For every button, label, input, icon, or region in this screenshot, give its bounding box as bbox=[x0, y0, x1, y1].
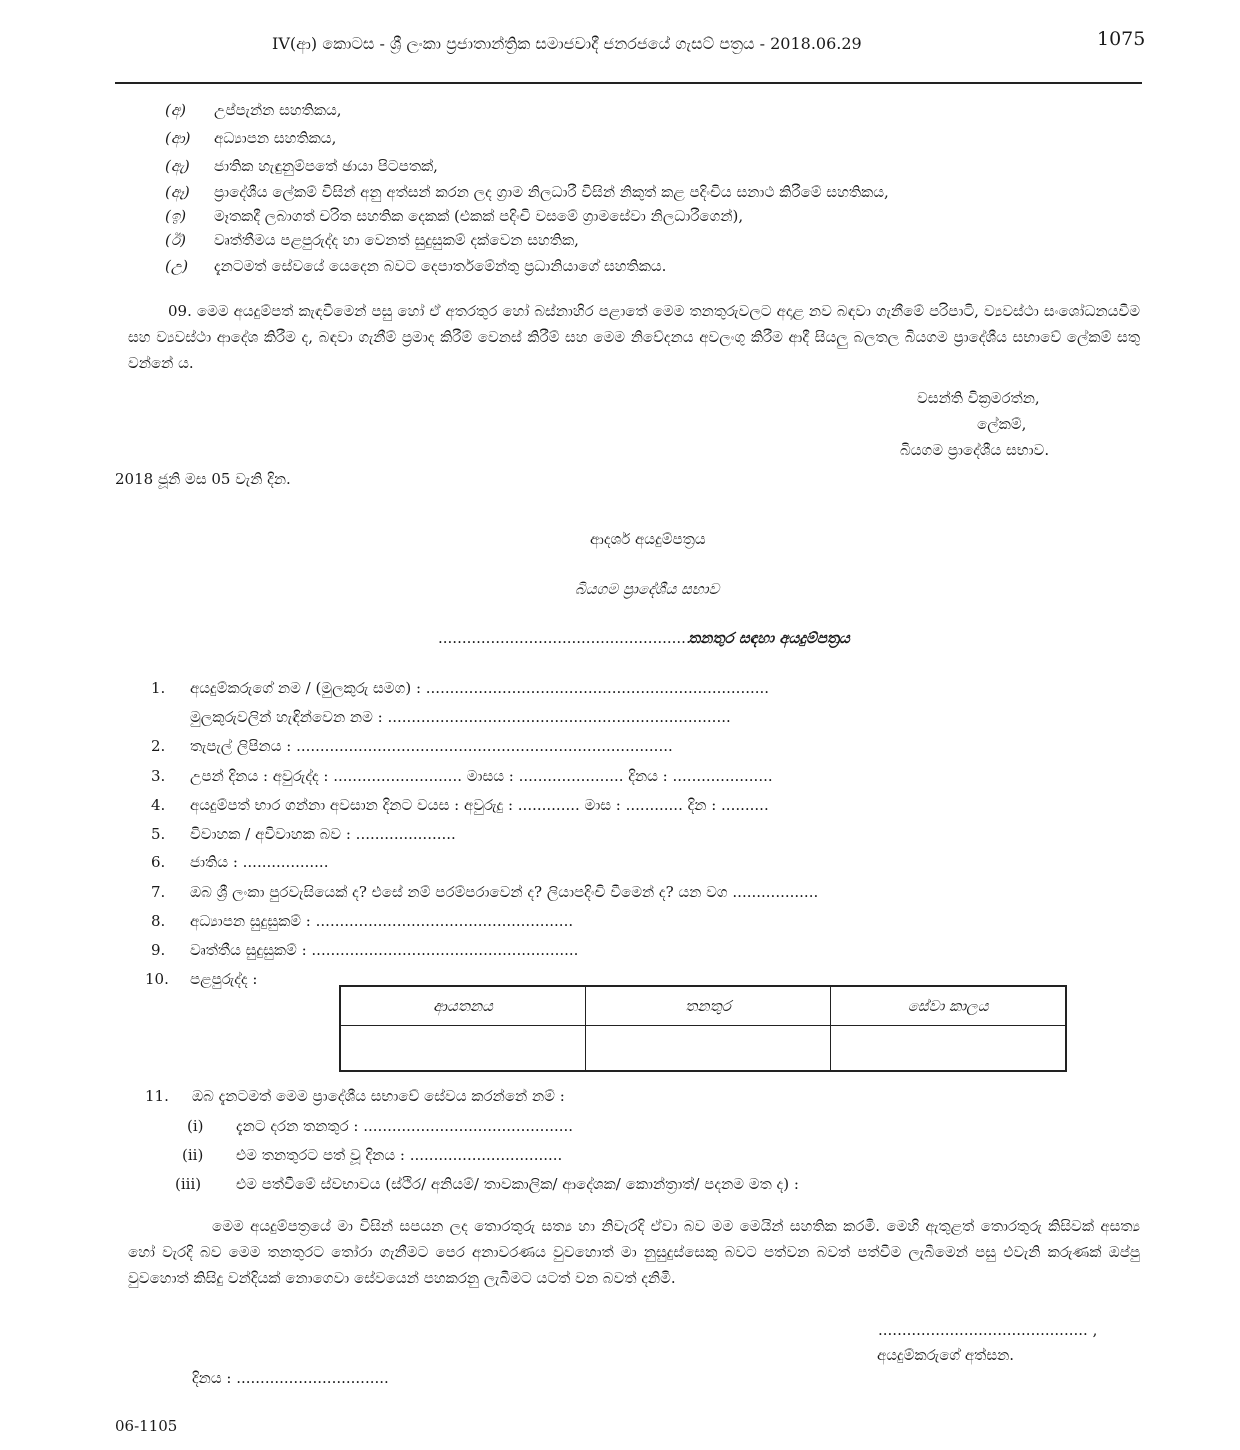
item-11-sub-ii-number: (ii) bbox=[182, 1146, 204, 1164]
doc-list-text: දැනටමත් සේවයේ යෙදෙන බවට දෙපාර්තමේන්තු ප්‍රධානියාගේ සහතිකය. bbox=[214, 257, 667, 275]
doc-list-text: ප්‍රාදේශීය ලේකම් විසින් අනු අත්සන් කරන ලද ග්‍රාම නිලධාරී විසින් නිකුත් කළ පදිංචිය සනාථ කිරීමේ සහතිකය, bbox=[214, 183, 889, 201]
form-item-text: උපන් දිනය : අවුරුද්ද : ........................... මාසය : ...................... දිනය : ..................... bbox=[190, 767, 773, 785]
experience-cell-service-period[interactable] bbox=[831, 1026, 1066, 1072]
form-item-number: 8. bbox=[151, 912, 166, 930]
post-line-text: තනතුර සඳහා අයදුම්පත්‍රය bbox=[688, 629, 850, 647]
form-item-text: අයදුම්කරුගේ නම / (මුලකුරු සමග) : ........................................................................ bbox=[190, 679, 770, 697]
doc-list-label: (අ) bbox=[165, 101, 186, 119]
experience-header-post: තනතුර bbox=[586, 986, 831, 1026]
date-line: දිනය : ................................ bbox=[192, 1369, 389, 1387]
form-item-number: 6. bbox=[151, 853, 166, 871]
doc-list-label: (ඇ) bbox=[165, 157, 190, 175]
experience-table bbox=[339, 985, 1067, 1072]
form-item-text: වෘත්තීය සුදුසුකම් : ........................................................ bbox=[190, 941, 579, 959]
form-item-number: 1. bbox=[151, 679, 166, 697]
page-number: 1075 bbox=[1097, 28, 1146, 50]
doc-list-label: (උ) bbox=[165, 257, 189, 275]
signatory-name: වසන්ති වික්‍රමරත්න, bbox=[917, 389, 1040, 407]
experience-header-service-period: සේවා කාලය bbox=[831, 986, 1066, 1026]
doc-list-label: (ඉ) bbox=[165, 207, 187, 225]
form-item-number: 10. bbox=[145, 970, 169, 988]
item-11-sub-iii-text: එම පත්වීමේ ස්වභාවය (ස්ථිර/ අනියම්/ තාවකාලික/ ආදේශක/ කොන්ත්‍රාත්/ පදනම මත ද) : bbox=[236, 1175, 799, 1193]
applicant-declaration: මෙම අයදුම්පත්‍රයේ මා විසින් සපයන ලද තොරතුරු සත්‍ය හා නිවැරදි ඒවා බව මම මෙයින් සහතික කරමි. මෙහි ඇතුළත් තොරතුරු කිසිවක් අසත්‍ය හෝ වැරදි බව මෙම තනතුරට තෝරා ගැනීමට පෙර අනාවරණය වුවහොත් මා නුසුදුස්සෙකු බවට පත්වන බවත් පත්වීම ලැබීමෙන් පසු එවැනි කරුණක් ඔප්පු වුවහොත් කිසිදු වන්දියක් නොගෙවා සේවයෙන් පහකරනු ලැබීමට යටත් වන බවත් දනිමි. bbox=[128, 1217, 1140, 1287]
item-11-number: 11. bbox=[145, 1087, 169, 1105]
doc-list-label: (ඊ) bbox=[165, 231, 186, 249]
header-rule bbox=[115, 82, 1142, 84]
page-header-title: IV(ආ) කොටස - ශ්‍රී ලංකා ප්‍රජාතාන්ත්‍රික සමාජවාදී ජනරජයේ ගැසට් පත්‍රය - 2018.06.29 bbox=[272, 34, 862, 53]
doc-list-label: (ඈ) bbox=[165, 183, 190, 201]
footer-code: 06-1105 bbox=[115, 1417, 178, 1435]
item-11-sub-iii-number: (iii) bbox=[175, 1175, 202, 1193]
form-item-text: ඔබ ශ්‍රී ලංකා පුරවැසියෙක් ද? එසේ නම් පරම්පරාවෙන් ද? ලියාපදිංචි වීමෙන් ද? යන වග .................. bbox=[190, 883, 819, 901]
form-item-number: 5. bbox=[151, 825, 166, 843]
clause-09: 09. මෙම අයදුම්පත් කැඳවීමෙන් පසු හෝ ඒ අතරතුර හෝ බස්නාහිර පළාතේ මෙම තනතුරුවලට අදාළ නව බඳවා ගැනීමේ පරිපාටි, ව්‍යවස්ථා සංශෝධනයවීම සහ ව්‍යවස්ථා ආදේශ කිරීම ද, බඳවා ගැනීම් ප්‍රමාද කිරීම් වෙනස් කිරීම් සහ මෙම නිවේදනය අවලංගු කිරීම ආදී සියලු බලතල බියගම ප්‍රාදේශීය සභාවේ ලේකම් සතු වන්නේ ය. bbox=[128, 302, 1140, 372]
form-item-text: ජාතිය : .................. bbox=[190, 853, 329, 871]
signatory-title: ලේකම්, bbox=[977, 415, 1027, 433]
doc-list-text: ජාතික හැඳුනුම්පතේ ඡායා පිටපතක්, bbox=[214, 157, 438, 175]
form-item-text: විවාහක / අවිවාහක බව : ..................... bbox=[190, 825, 456, 843]
item-11-text: ඔබ දැනටමත් මෙම ප්‍රාදේශීය සභාවේ සේවය කරන්නේ නම් : bbox=[192, 1087, 565, 1105]
form-item-text: තැපැල් ලිපිනය : ............................................................................... bbox=[190, 737, 673, 755]
signatory-office: බියගම ප්‍රාදේශීය සභාව. bbox=[900, 441, 1050, 459]
form-council-name: බියගම ප්‍රාදේශීය සභාව bbox=[575, 580, 720, 598]
issue-date: 2018 ජූනි මස 05 වැනි දින. bbox=[115, 470, 291, 488]
post-line-dots: ....................................................... bbox=[438, 629, 701, 647]
form-item-text: මුලකුරුවලින් හැඳින්වෙන නම : ........................................................................ bbox=[190, 708, 731, 726]
experience-header-institution: ආයතනය bbox=[340, 986, 586, 1026]
doc-list-text: උප්පැන්න සහතිකය, bbox=[214, 101, 342, 119]
doc-list-text: අධ්‍යාපන සහතිකය, bbox=[214, 129, 337, 147]
form-item-number: 2. bbox=[151, 737, 166, 755]
form-item-text: පළපුරුද්ද : bbox=[190, 970, 258, 988]
doc-list-label: (ආ) bbox=[165, 129, 191, 147]
form-item-number: 7. bbox=[151, 883, 166, 901]
doc-list-text: වෘත්තීමය පළපුරුද්ද හා වෙනත් සුදුසුකම් දක්වෙන සහතික, bbox=[214, 231, 579, 249]
form-item-text: අධ්‍යාපන සුදුසුකම් : ...................................................... bbox=[190, 912, 574, 930]
form-item-number: 3. bbox=[151, 767, 166, 785]
experience-cell-institution[interactable] bbox=[340, 1026, 586, 1072]
item-11-sub-i-number: (i) bbox=[187, 1117, 204, 1135]
signature-label: අයදුම්කරුගේ අත්සන. bbox=[877, 1346, 1015, 1364]
signature-dots: ............................................ , bbox=[878, 1321, 1098, 1339]
item-11-sub-i-text: දැනට දරන තනතුර : ............................................ bbox=[236, 1117, 574, 1135]
form-item-text: අයදුම්පත් භාර ගන්නා අවසාන දිනට වයස : අවුරුදු : ............. මාස : ............ දින : .......... bbox=[190, 796, 769, 814]
item-11-sub-ii-text: එම තනතුරට පත් වූ දිනය : ................................ bbox=[236, 1146, 563, 1164]
form-item-number: 9. bbox=[151, 941, 166, 959]
form-title: ආදර්ශ අයදුම්පත්‍රය bbox=[590, 530, 706, 548]
doc-list-text: මෑතකදී ලබාගත් චරිත සහතික දෙකක් (එකක් පදිංචි වසමේ ග්‍රාමසේවා නිලධාරීගෙන්), bbox=[214, 207, 744, 225]
experience-cell-post[interactable] bbox=[586, 1026, 831, 1072]
form-item-number: 4. bbox=[151, 796, 166, 814]
